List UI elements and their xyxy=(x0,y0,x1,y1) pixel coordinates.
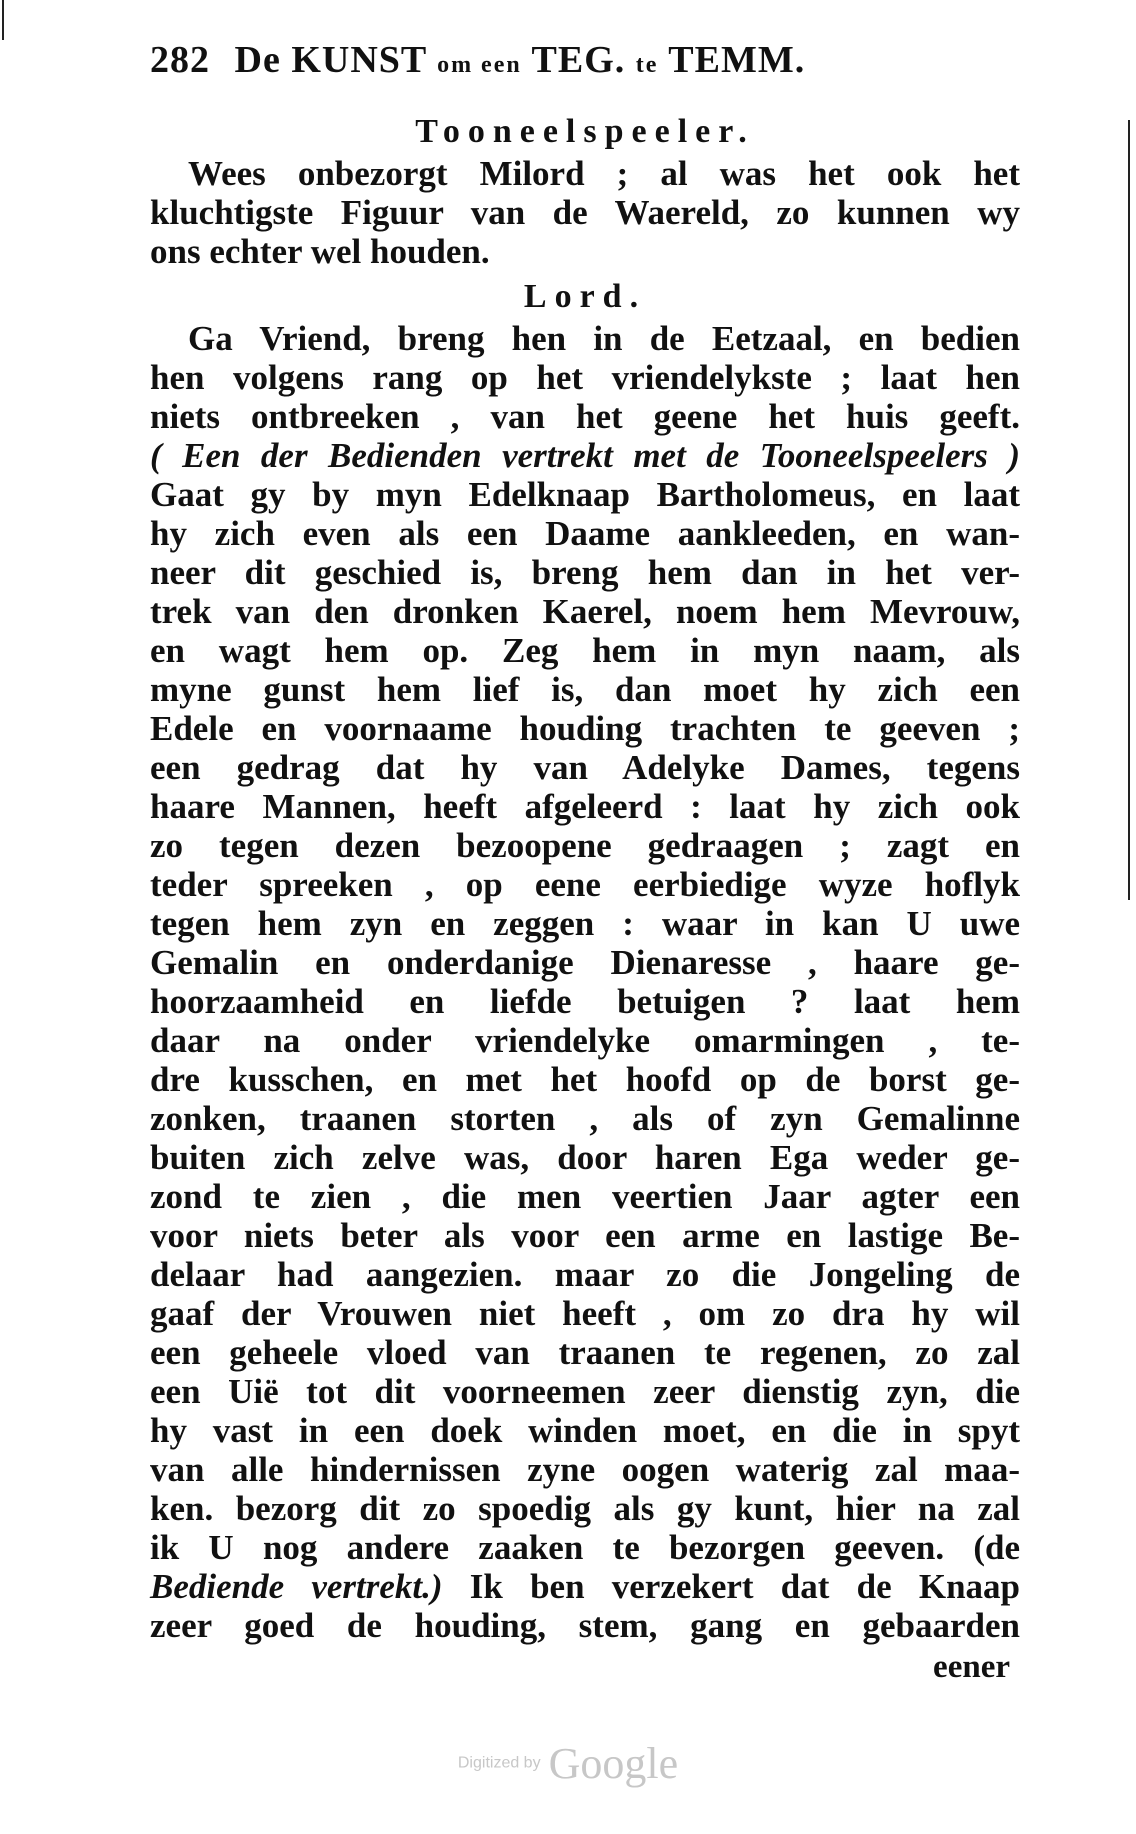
book-page xyxy=(150,30,1020,1686)
text-line: zeer goed de houding, stem, gang en gebaarden xyxy=(150,1606,1020,1645)
text-line: buiten zich zelve was, door haren Ega weder ge- xyxy=(150,1138,1020,1177)
digitization-watermark xyxy=(0,1738,1136,1789)
speaker-heading-tooneelspeeler: Tooneelspeeler. xyxy=(415,113,755,150)
text-line: Wees onbezorgt Milord ; al was het ook het xyxy=(188,154,1020,193)
text-line: kluchtigste Figuur van de Waereld, zo kunnen wy xyxy=(150,193,1020,232)
text-line: Ga Vriend, breng hen in de Eetzaal, en bedien xyxy=(188,319,1020,358)
text-line: hy vast in een doek winden moet, en die in spyt xyxy=(150,1411,1020,1450)
header-title-de: De xyxy=(234,39,281,81)
text-line: hy zich even als een Daame aankleeden, en wan- xyxy=(150,514,1020,553)
page-number: 282 xyxy=(150,39,210,81)
text-line: zond te zien , die men veertien Jaar agter een xyxy=(150,1177,1020,1216)
header-title-teg: TEG. xyxy=(531,39,626,81)
paragraph-2 xyxy=(150,319,1020,475)
text-line: gaaf der Vrouwen niet heeft , om zo dra hy wil xyxy=(150,1294,1020,1333)
text-line: myne gunst hem lief is, dan moet hy zich een xyxy=(150,670,1020,709)
text-line: teder spreeken , op eene eerbiedige wyze hoflyk xyxy=(150,865,1020,904)
text-line: haare Mannen, heeft afgeleerd : laat hy zich ook xyxy=(150,787,1020,826)
stage-direction: Bediende vertrekt.) xyxy=(150,1567,443,1606)
text-line: zo tegen dezen bezoopene gedraagen ; zagt en xyxy=(150,826,1020,865)
header-title-kunst: KUNST xyxy=(291,39,427,81)
text-line: niets ontbreeken , van het geene het huis geeft. xyxy=(150,397,1020,436)
text-line-mixed xyxy=(150,1567,1020,1606)
running-header xyxy=(150,30,1020,90)
header-title-om-een: om een xyxy=(437,52,522,78)
text-line: van alle hindernissen zyne oogen waterig zal maa- xyxy=(150,1450,1020,1489)
paragraph-3 xyxy=(150,475,1020,1645)
paragraph-1 xyxy=(150,154,1020,271)
text-line: en wagt hem op. Zeg hem in myn naam, als xyxy=(150,631,1020,670)
text-line: daar na onder vriendelyke omarmingen , te- xyxy=(150,1021,1020,1060)
stage-direction: ( Een der Bedienden vertrekt met de Tooneelspeelers ) xyxy=(150,436,1020,475)
text-line: een Uië tot dit voorneemen zeer dienstig zyn, die xyxy=(150,1372,1020,1411)
header-title-temm: TEMM. xyxy=(668,39,806,81)
header-title-te: te xyxy=(635,52,659,78)
text-line: hoorzaamheid en liefde betuigen ? laat hem xyxy=(150,982,1020,1021)
watermark-caption: Digitized by xyxy=(457,1754,541,1772)
text-line: zonken, traanen storten , als of zyn Gemalinne xyxy=(150,1099,1020,1138)
text-fragment: Ik ben verzekert dat de Knaap xyxy=(442,1567,1021,1606)
text-line: Edele en voornaame houding trachten te geeven ; xyxy=(150,709,1020,748)
text-line: trek van den dronken Kaerel, noem hem Mevrouw, xyxy=(150,592,1020,631)
page-edge-line xyxy=(1128,120,1130,900)
text-line: ik U nog andere zaaken te bezorgen geeven. (de xyxy=(150,1528,1020,1567)
speaker-heading-lord: Lord. xyxy=(523,278,647,315)
text-line: een geheele vloed van traanen te regenen, zo zal xyxy=(150,1333,1020,1372)
text-line: ons echter wel houden. xyxy=(150,232,490,271)
text-line: Gaat gy by myn Edelknaap Bartholomeus, en laat xyxy=(150,475,1020,514)
text-line: hen volgens rang op het vriendelykste ; laat hen xyxy=(150,358,1020,397)
page-edge-mark xyxy=(2,0,4,40)
text-line: dre kusschen, en met het hoofd op de borst ge- xyxy=(150,1060,1020,1099)
text-line: tegen hem zyn en zeggen : waar in kan U uwe xyxy=(150,904,1020,943)
text-line: neer dit geschied is, breng hem dan in het ver- xyxy=(150,553,1020,592)
catchword: eener xyxy=(933,1649,1010,1685)
text-line: voor niets beter als voor een arme en lastige Be- xyxy=(150,1216,1020,1255)
watermark-logo: Google xyxy=(548,1739,679,1788)
text-line: delaar had aangezien. maar zo die Jongeling de xyxy=(150,1255,1020,1294)
text-line: een gedrag dat hy van Adelyke Dames, tegens xyxy=(150,748,1020,787)
text-line: Gemalin en onderdanige Dienaresse , haare ge- xyxy=(150,943,1020,982)
text-line: ken. bezorg dit zo spoedig als gy kunt, hier na zal xyxy=(150,1489,1020,1528)
